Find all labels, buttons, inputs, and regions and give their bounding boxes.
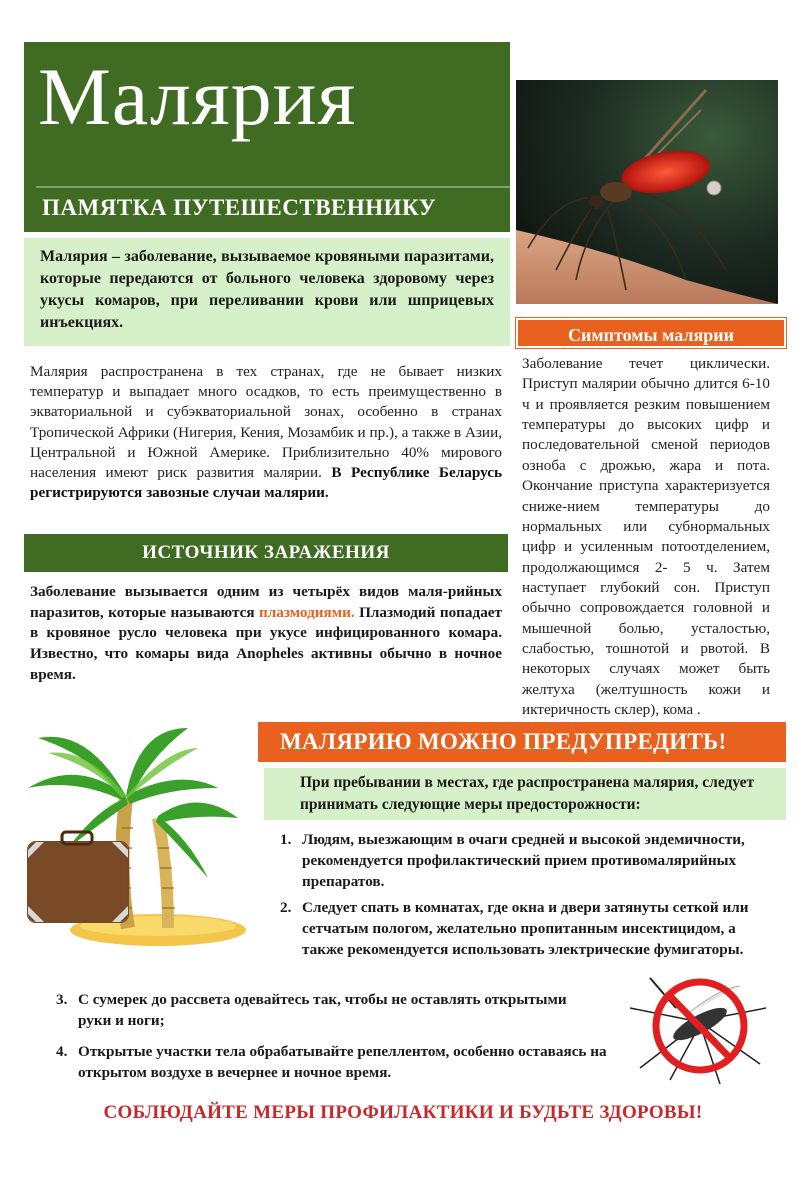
- intro-text: Малярия – заболевание, вызываемое кровяными паразитами, которые передаются от больного человека здоровому через укусы комаров, при переливании крови или шприцевых инъекциях.: [24, 238, 510, 346]
- source-paragraph: [30, 582, 502, 685]
- step-text: Открытые участки тела обрабатывайте репеллентом, особенно оставаясь на открытом воздухе в вечернее и ночное время.: [78, 1043, 607, 1081]
- palm-svg: [18, 718, 250, 950]
- prevention-heading: МАЛЯРИЮ МОЖНО ПРЕДУПРЕДИТЬ!: [258, 722, 786, 762]
- prevention-step-4: [56, 1042, 616, 1084]
- no-mosquito-icon: [620, 968, 770, 1086]
- step-text: С сумерек до рассвета одевайтесь так, чтобы не оставлять открытыми руки и ноги;: [78, 991, 567, 1029]
- source-heading: ИСТОЧНИК ЗАРАЖЕНИЯ: [24, 534, 508, 572]
- step-number: 4.: [56, 1043, 68, 1060]
- footer-slogan: СОБЛЮДАЙТЕ МЕРЫ ПРОФИЛАКТИКИ И БУДЬТЕ ЗДОРОВЫ!: [103, 1102, 703, 1123]
- step-text: Людям, выезжающим в очаги средней и высокой эндемичности, рекомендуется профилактический прием противомалярийных препаратов.: [302, 831, 745, 890]
- step-text: Следует спать в комнатах, где окна и двери затянуты сеткой или сетчатым пологом, желательно пропитанным инсектицидом, а также рекомендуется использовать электрические фумигаторы.: [302, 899, 749, 958]
- symptoms-text: Заболевание течет циклически. Приступ малярии обычно длится 6-10 ч и проявляется резким повышением температуры до высоких цифр и последовательной сменой периодов озноба с дрожью, жара и пота. Окончание приступа характеризуется сниже-нием температуры до нормальных или субнормальных цифр и усиленным потоотделением, продолжающимся 2- 5 ч. Затем наступает глубокий сон. Приступ обычно сопровождается головной и мышечной болью, усталостью, слабостью, тошнотой и рвотой. В некоторых случаях может быть желтуха (желтушность кожи и иктеричность склер), кома .: [522, 355, 770, 719]
- palm-island-suitcase-icon: [18, 718, 250, 950]
- page-subtitle: ПАМЯТКА ПУТЕШЕСТВЕННИКУ: [42, 195, 437, 220]
- page-title: Малярия: [38, 51, 357, 142]
- source-text-after: Плазмодий попадает в кровяное русло человека при укусе инфицированного комара. Известно, что комары вида Anopheles активны обычно в ночное время.: [30, 603, 502, 683]
- prevention-step-1: [280, 830, 780, 893]
- spread-paragraph: [30, 362, 502, 504]
- subtitle-divider: [36, 186, 510, 188]
- step-number: 2.: [280, 899, 292, 916]
- mosquito-photo: [516, 80, 778, 304]
- source-text-before: Заболевание вызывается одним из четырёх видов маля-рийных паразитов, которые называются: [30, 583, 502, 621]
- prevention-step-3: [56, 990, 596, 1032]
- source-highlight: плазмодиями.: [259, 603, 355, 621]
- step-number: 1.: [280, 831, 292, 848]
- step-number: 3.: [56, 991, 68, 1008]
- spread-text: Малярия распространена в тех странах, где не бывает низких температур и выпадает много осадков, то есть преимущественно в экваториальной и субэкваториальной зонах, особенно в странах Тропической Африки (Нигерия, Кения, Мозамбик и пр.), а также в Азии, Центральной и Южной Америке. Приблизительно 40% мирового населения имеют риск развития малярии.: [30, 363, 502, 482]
- prevention-intro: При пребывании в местах, где распространена малярия, следует принимать следующие меры предосторожности:: [264, 768, 786, 820]
- prevention-step-2: [280, 898, 780, 961]
- no-mosquito-svg: [620, 968, 770, 1086]
- symptoms-heading: Симптомы малярии: [516, 318, 786, 348]
- mosquito-photo-svg: [516, 80, 778, 304]
- spread-bold-note: В Республике Беларусь регистрируются завозные случаи малярии.: [30, 464, 502, 502]
